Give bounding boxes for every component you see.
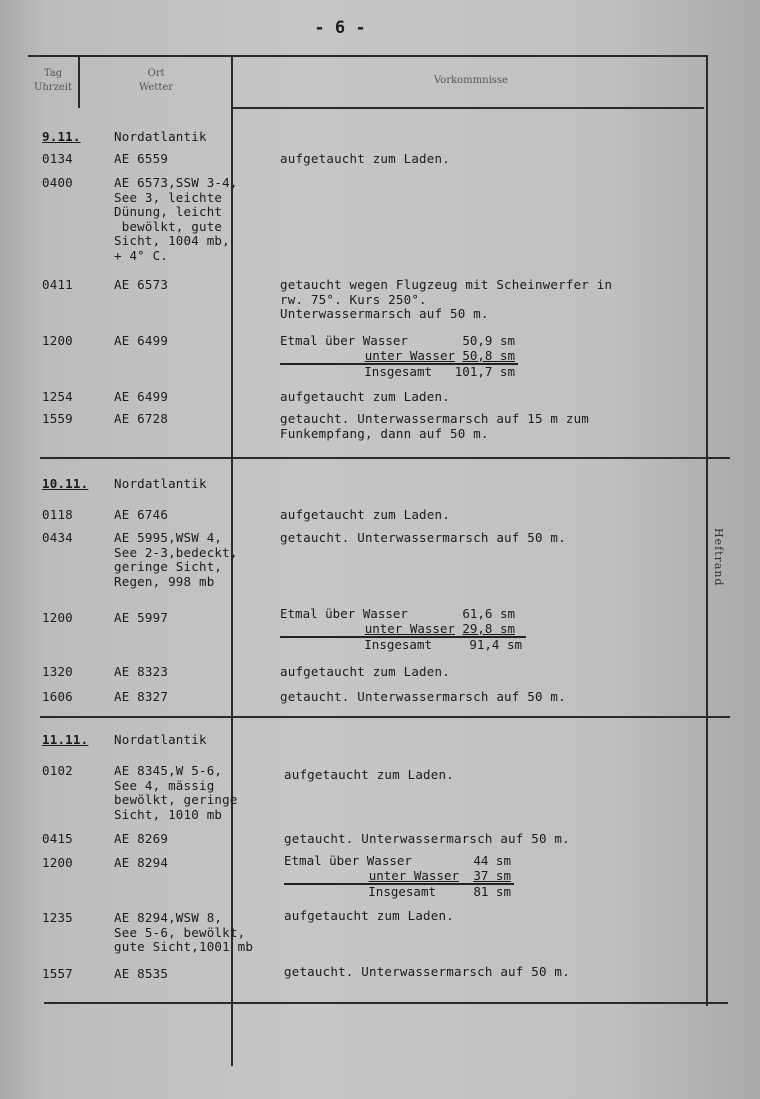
entry-event: aufgetaucht zum Laden. xyxy=(280,507,450,522)
etmal-label: Insgesamt xyxy=(364,363,432,379)
entry-place: AE 5995,WSW 4, See 2-3,bedeckt, geringe Sicht, Regen, 998 mb xyxy=(114,530,238,589)
table-top-rule xyxy=(28,55,708,57)
entry-time: 1320 xyxy=(42,664,73,679)
etmal-summary xyxy=(280,334,518,379)
entry-time: 0102 xyxy=(42,763,73,778)
entry-time: 1200 xyxy=(42,610,73,625)
entry-time: 1200 xyxy=(42,333,73,348)
etmal-value: 61,6 sm xyxy=(462,606,515,621)
day-separator xyxy=(40,457,730,459)
entry-place: AE 8535 xyxy=(114,966,169,981)
entry-place: AE 6573 xyxy=(114,277,169,292)
right-border xyxy=(706,56,708,1006)
entry-place: AE 8269 xyxy=(114,831,169,846)
etmal-summary xyxy=(280,607,526,652)
etmal-label: Insgesamt xyxy=(368,883,436,899)
col1-divider xyxy=(78,56,80,108)
day-location: Nordatlantik xyxy=(114,129,207,144)
etmal-label: Etmal über Wasser xyxy=(280,333,408,348)
etmal-value: 91,4 sm xyxy=(469,636,522,652)
etmal-value: 44 sm xyxy=(473,853,511,868)
entry-event: getaucht. Unterwassermarsch auf 50 m. xyxy=(280,689,566,704)
etmal-value: 29,8 sm xyxy=(462,620,515,636)
entry-event: aufgetaucht zum Laden. xyxy=(280,664,450,679)
entry-time: 1200 xyxy=(42,855,73,870)
etmal-label: Etmal über Wasser xyxy=(280,606,408,621)
etmal-value: 37 sm xyxy=(473,867,511,883)
entry-event: aufgetaucht zum Laden. xyxy=(284,767,454,782)
entry-place: AE 6499 xyxy=(114,333,169,348)
entry-place: AE 6559 xyxy=(114,151,169,166)
day-separator xyxy=(40,716,730,718)
entry-event: aufgetaucht zum Laden. xyxy=(280,389,450,404)
entry-event: getaucht. Unterwassermarsch auf 50 m. xyxy=(284,831,570,846)
header-vorkommnisse: Vorkommnisse xyxy=(434,75,508,86)
page-number: - 6 - xyxy=(314,18,366,38)
etmal-value: 81 sm xyxy=(473,883,511,899)
day-date: 10.11. xyxy=(42,476,89,491)
etmal-label: unter Wasser xyxy=(368,867,459,883)
entry-time: 1559 xyxy=(42,411,73,426)
day-date: 9.11. xyxy=(42,129,81,144)
etmal-value: 101,7 sm xyxy=(454,363,515,379)
entry-place: AE 5997 xyxy=(114,610,169,625)
entry-place: AE 6728 xyxy=(114,411,169,426)
entry-place: AE 8345,W 5-6, See 4, mässig bewölkt, geringe Sicht, 1010 mb xyxy=(114,763,238,822)
entry-place: AE 8327 xyxy=(114,689,169,704)
header-bottom-rule xyxy=(232,107,704,109)
entry-place: AE 6746 xyxy=(114,507,169,522)
day-location: Nordatlantik xyxy=(114,732,207,747)
entry-event: aufgetaucht zum Laden. xyxy=(284,908,454,923)
entry-time: 1606 xyxy=(42,689,73,704)
entry-time: 1254 xyxy=(42,389,73,404)
etmal-summary xyxy=(284,854,514,899)
etmal-label: Insgesamt xyxy=(364,636,432,652)
entry-time: 0411 xyxy=(42,277,73,292)
day-location: Nordatlantik xyxy=(114,476,207,491)
header-tag-uhrzeit: Tag Uhrzeit xyxy=(33,68,73,93)
entry-place: AE 6499 xyxy=(114,389,169,404)
entry-time: 0134 xyxy=(42,151,73,166)
etmal-value: 50,9 sm xyxy=(462,333,515,348)
entry-place: AE 8294,WSW 8, See 5-6, bewölkt, gute Sicht,1001 mb xyxy=(114,910,254,954)
entry-event: getaucht. Unterwassermarsch auf 15 m zum Funkempfang, dann auf 50 m. xyxy=(280,411,590,441)
entry-place: AE 8323 xyxy=(114,664,169,679)
entry-time: 0400 xyxy=(42,175,73,190)
entry-place: AE 6573,SSW 3-4, See 3, leichte Dünung, leicht bewölkt, gute Sicht, 1004 mb, + 4° C. xyxy=(114,175,238,263)
entry-event: aufgetaucht zum Laden. xyxy=(280,151,450,166)
entry-time: 0118 xyxy=(42,507,73,522)
entry-event: getaucht wegen Flugzeug mit Scheinwerfer in rw. 75°. Kurs 250°. Unterwassermarsch auf 50 m. xyxy=(280,277,613,321)
entry-place: AE 8294 xyxy=(114,855,169,870)
etmal-label: Etmal über Wasser xyxy=(284,853,412,868)
day-date: 11.11. xyxy=(42,732,89,747)
etmal-value: 50,8 sm xyxy=(462,347,515,363)
entry-event: getaucht. Unterwassermarsch auf 50 m. xyxy=(284,964,570,979)
entry-time: 0415 xyxy=(42,831,73,846)
entry-event: getaucht. Unterwassermarsch auf 50 m. xyxy=(280,530,566,545)
header-ort-wetter: Ort Wetter xyxy=(138,68,174,93)
entry-time: 1557 xyxy=(42,966,73,981)
margin-note: Heftrand xyxy=(712,528,725,587)
entry-time: 0434 xyxy=(42,530,73,545)
table-bottom-rule xyxy=(44,1002,728,1004)
etmal-label: unter Wasser xyxy=(364,620,455,636)
entry-time: 1235 xyxy=(42,910,73,925)
etmal-label: unter Wasser xyxy=(364,347,455,363)
